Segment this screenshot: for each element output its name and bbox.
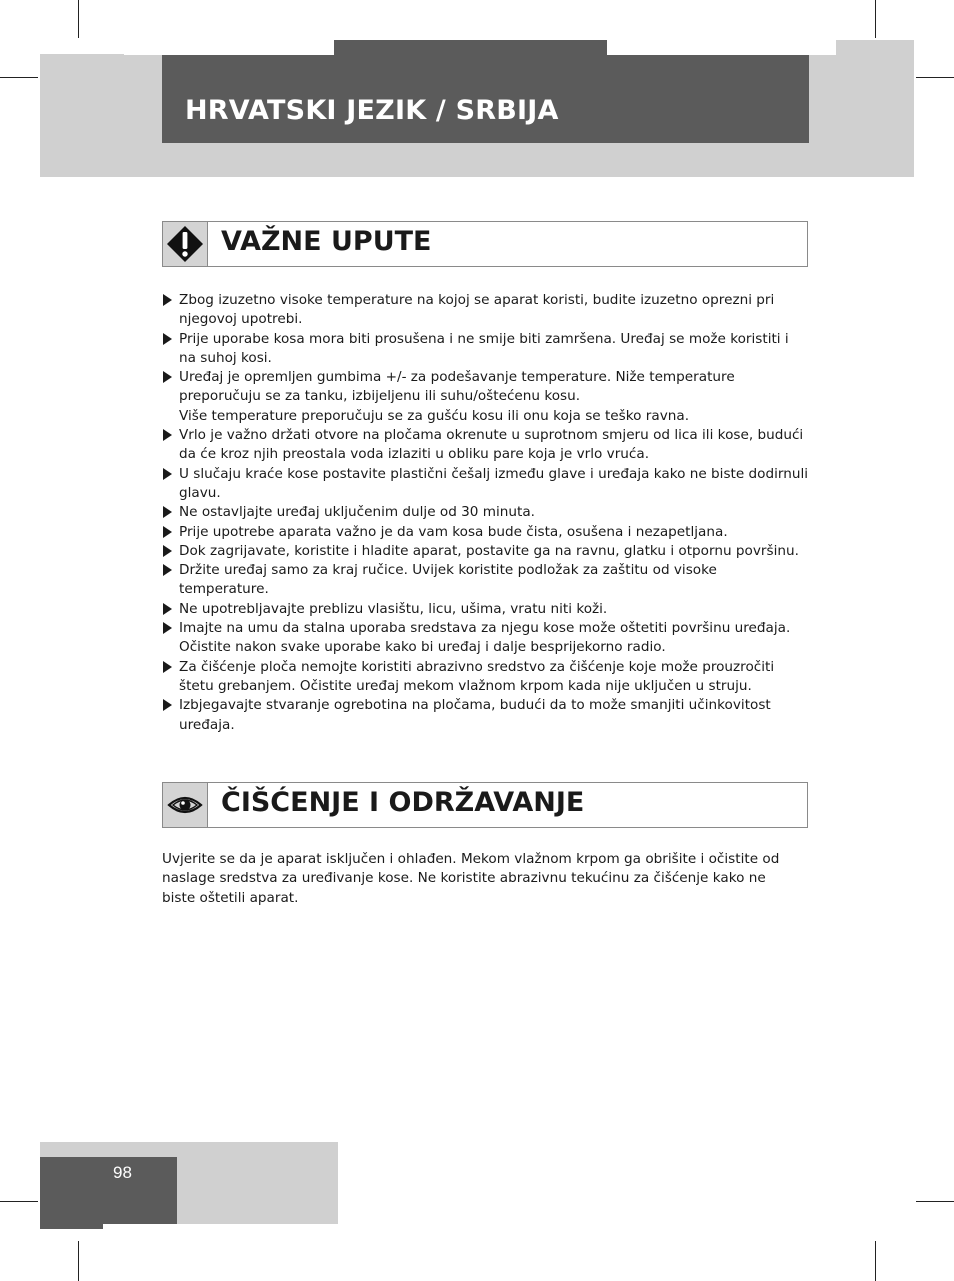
instruction-line: temperature. [179,581,269,598]
instruction-line: glavu. [179,484,221,501]
bullet-arrow-icon [163,699,172,711]
important-instructions-list [162,291,812,735]
instruction-line: da će kroz njih preostala voda izlaziti u obliku pare koja je vrlo vruća. [179,446,650,463]
bullet-arrow-icon [163,333,172,345]
instruction-line: Uređaj je opremljen gumbima +/- za podešavanje temperature. Niže temperature [179,369,735,386]
crop-mark [0,77,38,78]
bullet-arrow-icon [163,526,172,538]
instruction-line: Zbog izuzetno visoke temperature na kojoj se aparat koristi, budite izuzetno oprezni pri [179,292,775,308]
instruction-line: štetu grebanjem. Očistite uređaj mekom vlažnom krpom kada nije uključen u struju. [179,677,752,694]
instruction-line: na suhoj kosi. [179,349,272,366]
footer-strip [40,1224,103,1229]
instruction-item [162,291,812,330]
instruction-line: Ne upotrebljavajte preblizu vlasištu, licu, ušima, vratu niti koži. [179,600,608,617]
section-header-cleaning [162,782,808,828]
instruction-line: preporučuju se za tanku, izbijeljenu ili suhu/oštećenu kosu. [179,388,581,405]
instruction-item [162,542,812,561]
header-notch [40,40,124,54]
section-title-important: VAŽNE UPUTE [221,226,432,257]
instruction-line: Očistite nakon svake uporabe kako bi uređaj i dalje besprijekorno radio. [179,639,666,656]
crop-mark [916,77,954,78]
paragraph-line: biste oštetili aparat. [162,889,299,906]
instruction-item [162,503,812,522]
instruction-item [162,658,812,697]
bullet-arrow-icon [163,429,172,441]
bullet-arrow-icon [163,468,172,480]
crop-mark [78,1241,79,1281]
instruction-item [162,426,812,465]
bullet-arrow-icon [163,545,172,557]
instruction-item [162,696,812,735]
instruction-line: njegovoj upotrebi. [179,311,303,328]
instruction-item [162,523,812,542]
instruction-line: uređaja. [179,716,235,733]
bullet-arrow-icon [163,564,172,576]
instruction-item [162,600,812,619]
instruction-line: Vrlo je važno držati otvore na pločama okrenute u suprotnom smjeru od lica ili kose, budući [179,427,804,444]
paragraph-line: Uvjerite se da je aparat isključen i ohlađen. Mekom vlažnom krpom ga obrišite i očistite od [162,851,780,867]
instruction-item [162,465,812,504]
page-number: 98 [113,1163,132,1182]
instruction-item [162,330,812,369]
header-notch [607,40,836,55]
footer-page-box [40,1157,177,1224]
instruction-line: U slučaju kraće kose postavite plastični češalj između glave i uređaja kako ne biste dodirnuli [179,465,809,482]
crop-mark [0,1201,38,1202]
instruction-line: Prije uporabe kosa mora biti prosušena i ne smije biti zamršena. Uređaj se može koristiti i [179,330,789,347]
instruction-line: Ne ostavljajte uređaj uključenim dulje od 30 minuta. [179,504,536,521]
eye-icon [163,783,208,827]
bullet-arrow-icon [163,603,172,615]
paragraph-line: naslage sredstva za uređivanje kose. Ne koristite abrazivnu tekućinu za čišćenje kako ne [162,870,766,887]
header-tab [334,40,607,55]
instruction-item [162,368,812,426]
bullet-arrow-icon [163,622,172,634]
header-notch [124,40,334,55]
crop-mark [875,1241,876,1281]
instruction-line: Više temperature preporučuju se za gušću kosu ili onu koja se teško ravna. [179,407,690,424]
crop-mark [916,1201,954,1202]
warning-icon [163,222,208,266]
instruction-line: Držite uređaj samo za kraj ručice. Uvijek koristite podložak za zaštitu od visoke [179,562,717,579]
section-title-cleaning: ČIŠĆENJE I ODRŽAVANJE [221,787,585,818]
crop-mark [78,0,79,38]
cleaning-paragraph [162,850,812,908]
instruction-line: Za čišćenje ploča nemojte koristiti abrazivno sredstvo za čišćenje koje može prouzročiti [179,658,775,675]
instruction-line: Prije upotrebe aparata važno je da vam kosa bude čista, osušena i nezapetljana. [179,523,728,540]
bullet-arrow-icon [163,371,172,383]
page-title: HRVATSKI JEZIK / SRBIJA [185,95,559,126]
instruction-line: Dok zagrijavate, koristite i hladite aparat, postavite ga na ravnu, glatku i otpornu površinu. [179,542,799,559]
section-header-important [162,221,808,267]
instruction-item [162,619,812,658]
instruction-line: Izbjegavajte stvaranje ogrebotina na pločama, budući da to može smanjiti učinkovitost [179,697,771,714]
bullet-arrow-icon [163,294,172,306]
crop-mark [875,0,876,38]
instruction-item [162,561,812,600]
instruction-line: Imajte na umu da stalna uporaba sredstava za njegu kose može oštetiti površinu uređaja. [179,620,791,637]
bullet-arrow-icon [163,661,172,673]
bullet-arrow-icon [163,506,172,518]
